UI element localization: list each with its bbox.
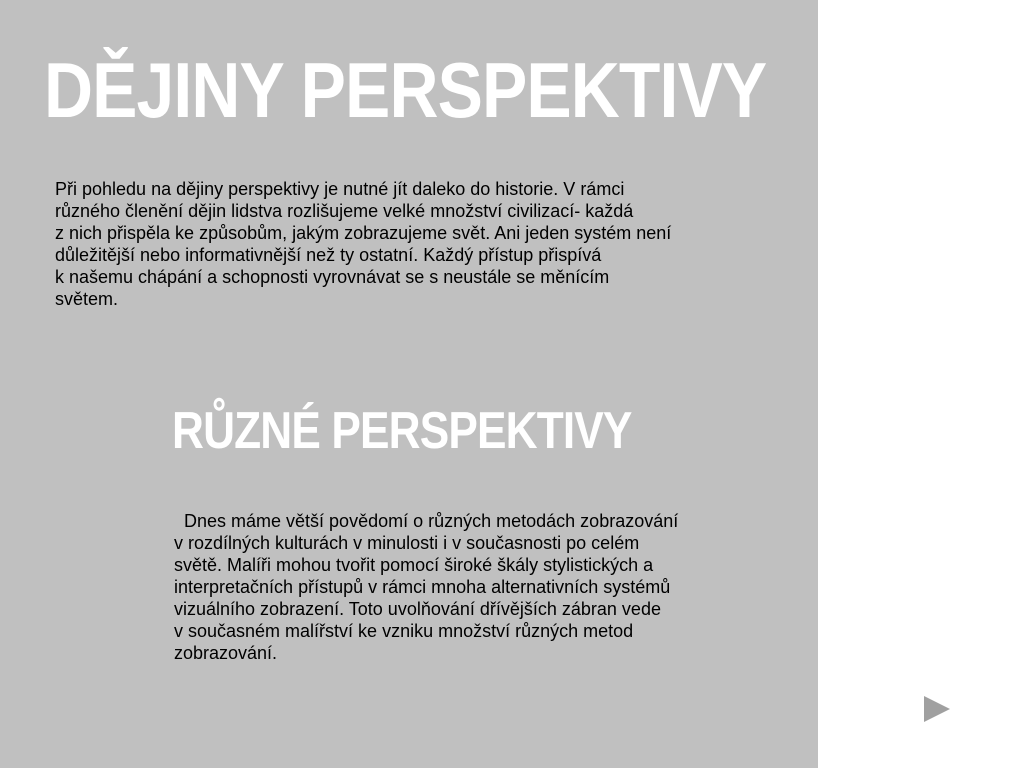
play-triangle-icon [922,694,952,724]
intro-line: z nich přispěla ke způsobům, jakým zobrazujeme svět. Ani jeden systém není [55,223,672,243]
section-line: Dnes máme větší povědomí o různých metodách zobrazování [174,511,679,531]
section-line: světě. Malíři mohou tvořit pomocí široké škály stylistických a [174,555,654,575]
intro-line: Při pohledu na dějiny perspektivy je nutné jít daleko do historie. V rámci [55,179,625,199]
slide-title: DĚJINY PERSPEKTIVY [44,46,767,134]
section-subtitle: RŮZNÉ PERSPEKTIVY [172,402,632,460]
section-line: v současném malířství ke vzniku množství různých metod [174,621,634,641]
next-slide-button[interactable] [922,694,952,724]
section-line: vizuálního zobrazení. Toto uvolňování dřívějších zábran vede [174,599,661,619]
section-line: zobrazování. [174,643,278,663]
intro-paragraph [55,178,671,310]
section-line: interpretačních přístupů v rámci mnoha alternativních systémů [174,577,671,597]
section-paragraph [174,488,678,664]
intro-line: různého členění dějin lidstva rozlišujeme velké množství civilizací- každá [55,201,634,221]
intro-line: světem. [55,289,119,309]
intro-line: k našemu chápání a schopnosti vyrovnávat se s neustále se měnícím [55,267,610,287]
intro-line: důležitější nebo informativnější než ty ostatní. Každý přístup přispívá [55,245,602,265]
section-line: v rozdílných kulturách v minulosti i v současnosti po celém [174,533,640,553]
